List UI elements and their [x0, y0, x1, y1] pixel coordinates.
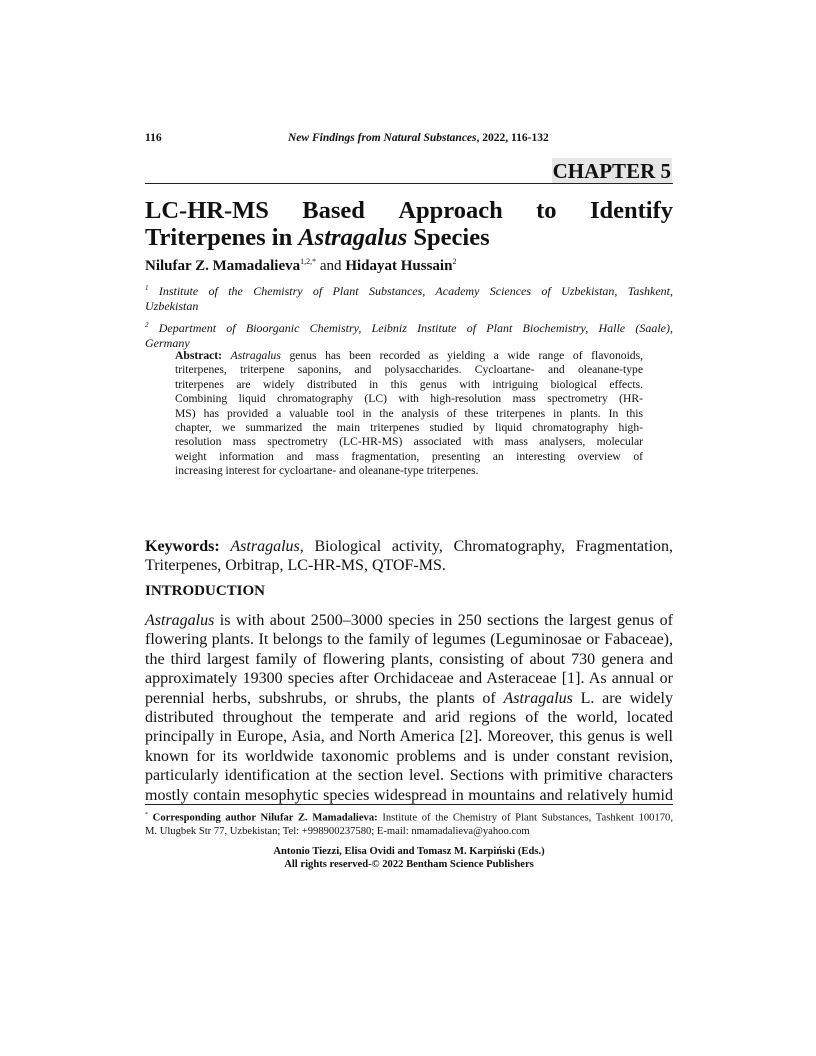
text-segment: weight information and mass fragmentation, presenting an interesting overview of	[175, 449, 643, 463]
text-segment: resolution mass spectrometry (LC-HR-MS) associated with mass analysers, molecular	[175, 435, 643, 449]
affiliation-marker: 2	[145, 321, 149, 329]
author-affiliation-marker: 1,2,*	[300, 257, 317, 266]
text-segment: chapter, we summarized the main triterpenes studied by liquid chromatography high-	[175, 421, 643, 435]
text-line	[145, 611, 673, 630]
text-segment: Identify	[589, 197, 673, 224]
copyright-line: All rights reserved-© 2022 Bentham Science Publishers	[284, 859, 534, 870]
text-line	[175, 378, 643, 392]
text-segment: Based	[302, 197, 365, 224]
text-segment: mostly contain mesophytic species widespread in mountains and relatively humid	[145, 786, 673, 804]
editors-credit	[145, 845, 673, 871]
text-line	[145, 708, 673, 727]
text-segment: Species	[407, 224, 490, 251]
text-segment: , Biological activity, Chromatography, Fragmentation,	[299, 538, 674, 555]
editors-line: Antonio Tiezzi, Elisa Ovidi and Tomasz M. Karpiński (Eds.)	[273, 846, 545, 857]
text-segment: to	[536, 197, 557, 224]
text-line	[175, 363, 643, 377]
text-line	[145, 689, 673, 708]
affiliation-line	[145, 318, 673, 336]
text-line	[145, 630, 673, 649]
text-segment: principally in Europe, Asia, and North America [2]. Moreover, this genus is well	[145, 728, 673, 746]
text-line	[145, 727, 673, 746]
text-segment: L. are widely	[572, 689, 674, 707]
affiliation-line	[145, 281, 673, 299]
chapter-title	[145, 197, 673, 251]
bold-label: Keywords:	[145, 538, 231, 555]
author-name: Nilufar Z. Mamadalieva	[145, 258, 301, 274]
text-line	[145, 786, 673, 805]
text-line	[175, 349, 643, 363]
text-segment: particularly identification at the section level. Sections with primitive characters	[145, 767, 673, 785]
text-segment: distributed throughout the temperate and arid regions of the world, located	[145, 709, 673, 727]
footnote-line: M. Ulugbek Str 77, Uzbekistan; Tel: +998900237580; E-mail: nmamadalieva@yahoo.com	[145, 825, 530, 837]
section-heading-introduction: INTRODUCTION	[145, 583, 266, 599]
keywords	[145, 537, 673, 575]
italic-text: Astragalus	[230, 538, 300, 555]
journal-title: New Findings from Natural Substances	[288, 132, 477, 144]
text-line	[145, 556, 673, 575]
text-segment: Approach	[398, 197, 503, 224]
bold-label: Abstract:	[175, 349, 231, 362]
text-line	[175, 450, 643, 464]
text-segment: LC-HR-MS	[145, 197, 269, 224]
chapter-divider	[145, 183, 673, 184]
text-segment: is with about 2500–3000 species in 250 sections the largest genus of	[214, 612, 673, 629]
text-line	[145, 747, 673, 766]
footnote-line	[145, 809, 673, 825]
author-name: Hidayat Hussain	[345, 258, 453, 274]
chapter-label: CHAPTER 5	[552, 159, 671, 183]
italic-text: Astragalus	[503, 689, 573, 707]
affiliation-marker: 1	[145, 284, 149, 292]
footnote	[145, 809, 673, 838]
text-segment: triterpenes, triterpene saponins, and polysaccharides. Cycloartane- and oleanane-type	[175, 363, 643, 377]
text-line	[145, 537, 673, 556]
introduction-body	[145, 611, 673, 805]
text-line	[145, 669, 673, 688]
abstract	[175, 349, 643, 479]
text-segment: Triterpenes, Orbitrap, LC-HR-MS, QTOF-MS.	[145, 557, 446, 574]
text-segment: triterpenes are widely distributed in this genus with intriguing biological effects.	[175, 377, 643, 391]
text-segment: increasing interest for cycloartane- and oleanane-type triterpenes.	[175, 464, 479, 478]
text-segment: Triterpenes in	[145, 224, 299, 251]
footnote-divider	[145, 804, 673, 805]
text-line	[175, 421, 643, 435]
author-conjunction: and	[316, 258, 346, 274]
affiliation-text: Department of Bioorganic Chemistry, Leibniz Institute of Plant Biochemistry, Halle (Saale),	[148, 321, 673, 335]
text-line	[145, 224, 673, 251]
affiliation	[145, 281, 673, 313]
italic-text: Astragalus	[145, 612, 215, 629]
text-segment: flowering plants. It belongs to the family of legumes (Leguminosae or Fabaceae),	[145, 631, 673, 649]
text-line	[145, 650, 673, 669]
footnote-label: Corresponding author Nilufar Z. Mamadalieva:	[148, 812, 378, 824]
italic-text: Astragalus	[298, 224, 408, 251]
text-line	[145, 766, 673, 785]
affiliation	[145, 318, 673, 350]
italic-text: Astragalus	[230, 349, 281, 362]
text-line	[175, 392, 643, 406]
text-line	[175, 464, 643, 478]
affiliation-line: Germany	[145, 335, 190, 350]
affiliation-line: Uzbekistan	[145, 298, 199, 313]
journal-year-pages: , 2022, 116-132	[476, 132, 549, 144]
journal-citation	[288, 132, 549, 144]
text-segment: approximately 19300 species after Orchidaceae and Asteraceae [1]. As annual or	[145, 670, 673, 688]
author-affiliation-marker: 2	[452, 257, 457, 266]
text-line	[175, 407, 643, 421]
text-segment: the third largest family of flowering plants, consisting of about 730 genera and	[145, 650, 673, 668]
affiliation-text: Institute of the Chemistry of Plant Substances, Academy Sciences of Uzbekistan, Tashkent,	[148, 284, 673, 298]
text-segment: genus has been recorded as yielding a wide range of flavonoids,	[280, 349, 643, 362]
text-segment: perennial herbs, subshrubs, or shrubs, the plants of	[145, 689, 504, 707]
authors	[145, 257, 456, 275]
text-segment: known for its worldwide taxonomic problems and is under constant revision,	[145, 747, 673, 765]
page-number: 116	[145, 132, 162, 144]
footnote-marker: *	[145, 812, 148, 818]
footnote-text: Institute of the Chemistry of Plant Substances, Tashkent 100170,	[377, 812, 674, 824]
text-line	[145, 197, 673, 224]
text-segment: Combining liquid chromatography (LC) with high-resolution mass spectrometry (HR-	[175, 392, 643, 406]
text-segment: MS) has provided a valuable tool in the analysis of these triterpenes in plants. In this	[175, 406, 643, 420]
text-line	[175, 435, 643, 449]
